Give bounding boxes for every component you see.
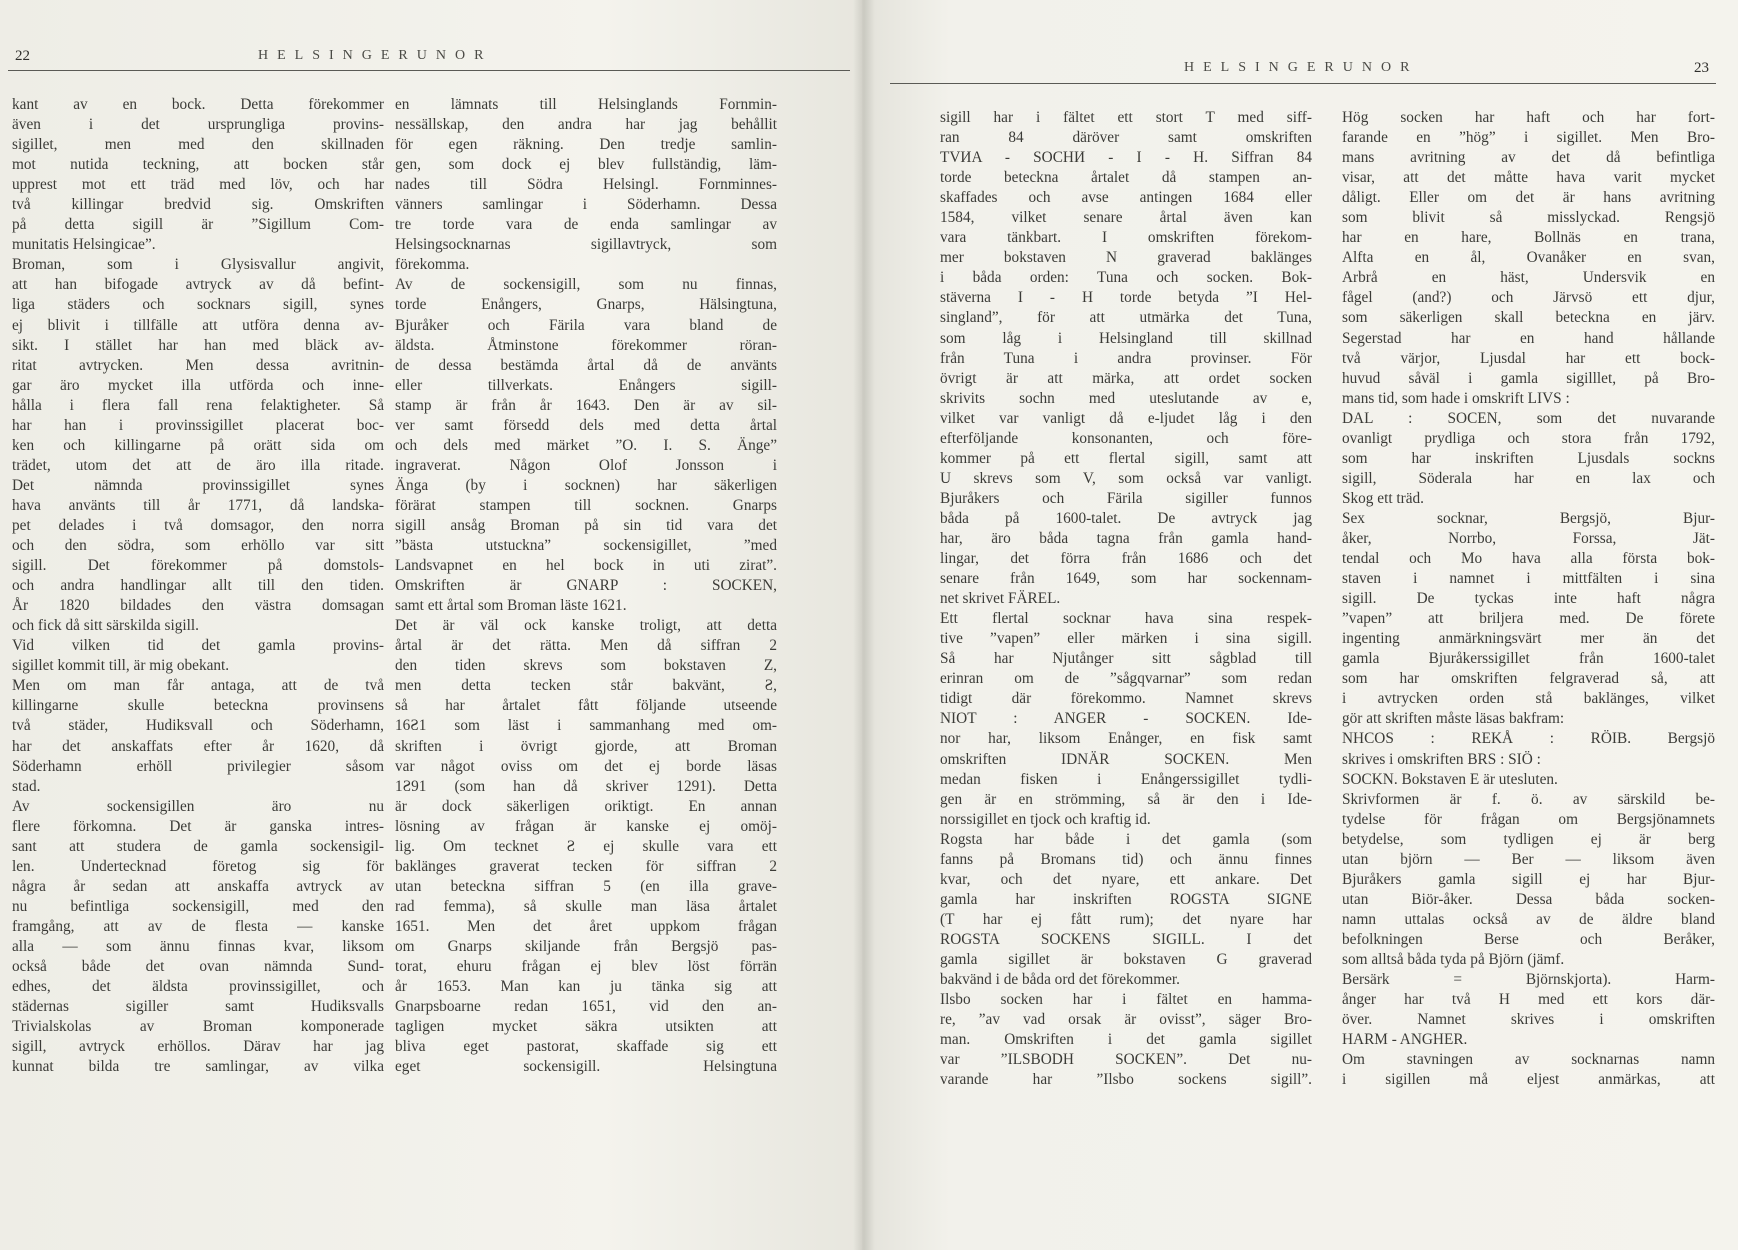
text-line: eller tillverkats. Enångers sigill- <box>395 376 777 394</box>
text-line: befolkningen Berse och Beråker, <box>1342 930 1715 948</box>
text-line: gamla har inskriften ROGSTA SIGNE <box>940 890 1312 908</box>
text-line: edhes, det äldsta provinssigillet, och <box>12 978 384 996</box>
text-line: ”vapen” att briljera med. De förete <box>1342 610 1715 628</box>
text-line: kunnat bilda tre samlingar, av vilka <box>12 1058 384 1076</box>
text-line: U skrevs som V, som också var vanligt. <box>940 469 1312 487</box>
text-line: erinran om de ”sågqvarnar” som redan <box>940 670 1312 688</box>
text-line: Skog ett träd. <box>1342 489 1424 507</box>
text-line: i avtrycken orden stå baklänges, vilket <box>1342 690 1715 708</box>
page-number: 23 <box>1694 60 1709 76</box>
text-line: sigill ansåg Broman på sin tid vara det <box>395 516 777 534</box>
text-line: i båda orden: Tuna och socken. Bok- <box>940 269 1312 287</box>
text-line: har han i provinssigillet placerat boc- <box>12 416 384 434</box>
text-line: utan beteckna siffran 5 (en illa grave- <box>395 877 777 895</box>
text-line: är dock säkerligen oriktigt. En annan <box>395 797 777 815</box>
text-line: omskriften IDNÄR SOCKEN. Men <box>940 750 1312 768</box>
text-line: sigill, avtryck erhöllos. Därav har jag <box>12 1038 384 1056</box>
text-line: Ett flertal socknar hava sina respek- <box>940 610 1312 628</box>
text-line: 1Ƨ91 (som han då skriver 1291). Detta <box>395 777 777 795</box>
text-line: 1651. Men det året uppkom frågan <box>395 917 777 935</box>
text-line: upprest mot ett träd med löv, och har <box>12 176 384 194</box>
text-line: Hög socken har haft och har fort- <box>1342 109 1715 126</box>
text-line: nu befintliga sockensigill, med den <box>12 897 384 915</box>
text-line: stäverna I - H torde betyda ”I Hel- <box>940 289 1312 307</box>
text-line: och andra handlingar allt till den tiden. <box>12 577 384 595</box>
text-line: stad. <box>12 777 41 795</box>
text-line: tive ”vapen” eller märken i sina sigill. <box>940 630 1312 648</box>
text-line: Segerstad har en hand hållande <box>1342 329 1715 347</box>
text-line: Bersärk = Björnskjorta). Harm- <box>1342 971 1715 989</box>
text-line: betydelse, som tydligen ej är berg <box>1342 830 1715 848</box>
text-line: sigill. Det förekommer på domstols- <box>12 557 384 575</box>
text-line: som blivit så misslyckad. Rengsjö <box>1342 209 1715 227</box>
text-line: torde beteckna årtalet då stampen an- <box>940 169 1312 187</box>
text-line: Bjuråkers och Färila sigiller funnos <box>940 489 1312 507</box>
text-line: utan björn — Ber — liksom även <box>1342 850 1715 868</box>
text-line: som har inskriften Ljusdals sockns <box>1342 449 1715 467</box>
text-line: att han bifogade avtryck av då befint- <box>12 276 384 294</box>
text-line: lingar, det förra från 1686 och det <box>940 550 1312 568</box>
left-page <box>0 0 862 1250</box>
text-line: och dels med märket ”O. I. S. Änge” <box>395 436 777 454</box>
text-line: trädet, utom det att de äro illa ritade. <box>12 456 384 474</box>
text-line: 16Ƨ1 som läst i sammanhang med om- <box>395 717 777 735</box>
text-line: huvud såväl i gamla sigilllet, på Bro- <box>1342 369 1715 387</box>
text-line: eget sockensigill. Helsingtuna <box>395 1058 777 1076</box>
text-line: ROGSTA SOCKENS SIGILL. I det <box>940 930 1312 948</box>
text-line: förärat stampen till socknen. Gnarps <box>395 496 777 514</box>
text-line: lösning av frågan är kanske ej omöj- <box>395 817 777 835</box>
text-line: som har omskriften felgraverad så, att <box>1342 670 1715 688</box>
text-line: hava använts till år 1771, då landska- <box>12 496 384 514</box>
text-line: stamp är från år 1643. Den är av sil- <box>395 396 777 414</box>
text-line: mot nutida teckning, att bocken står <box>12 156 384 174</box>
text-line: tendal och Mo hava alla första bok- <box>1342 550 1715 568</box>
text-line: ver samt försedd dels med detta årtal <box>395 416 777 434</box>
text-line: senare från 1649, som har sockennam- <box>940 570 1312 588</box>
text-line: hålla i flera fall rena felaktigheter. Så <box>12 396 384 414</box>
text-line: 1584, vilket senare årtal även kan <box>940 209 1312 227</box>
text-line: Bjuråkers gamla sigill ej har Bjur- <box>1342 870 1715 888</box>
text-line: torde Enångers, Gnarps, Hälsingtuna, <box>395 296 777 314</box>
text-line: farande en ”hög” i sigillet. Men Bro- <box>1342 129 1715 147</box>
text-line: förekomma. <box>395 256 470 274</box>
text-line: DAL : SOCEN, som det nuvarande <box>1342 409 1715 427</box>
text-line: gamla Bjuråkerssigillet från 1600-talet <box>1342 650 1715 668</box>
text-line: från Tuna i andra provinser. För <box>940 349 1312 367</box>
text-column-left <box>12 95 384 1077</box>
text-line: TVИA - SOCHИ - I - H. Siffran 84 <box>940 149 1312 167</box>
text-line: Men om man får antaga, att de två <box>12 677 384 695</box>
text-line: Av sockensigillen äro nu <box>12 797 384 815</box>
text-line: HARM - ANGHER. <box>1342 1031 1468 1049</box>
text-line: Ilsbo socken har i fältet en hamma- <box>940 991 1312 1009</box>
text-line: Gnarpsboarne redan 1651, vid den an- <box>395 998 777 1016</box>
text-line: Sex socknar, Bergsjö, Bjur- <box>1342 509 1715 527</box>
text-line: Söderhamn erhöll privilegier såsom <box>12 757 384 775</box>
text-line: Det nämnda provinssigillet synes <box>12 476 384 494</box>
text-line: staven i namnet i mittfälten i sina <box>1342 570 1715 588</box>
text-line: medan fisken i Enångerssigillet tydli- <box>940 770 1312 788</box>
text-line: NIOT : ANGER - SOCKEN. Ide- <box>940 710 1312 728</box>
text-line: gör att skriften måste läsas bakfram: <box>1342 710 1565 728</box>
text-line: också både det ovan nämnda Sund- <box>12 958 384 976</box>
text-line: som alltså båda tyda på Björn (jämf. <box>1342 950 1565 968</box>
text-line: killingarne skulle beteckna provinsens <box>12 697 384 715</box>
text-line: Trivialskolas av Broman komponerade <box>12 1018 384 1036</box>
text-line: kant av en bock. Detta förekommer <box>12 96 384 113</box>
running-head: HELSINGERUNOR <box>1184 60 1419 75</box>
text-line: årtal är det rätta. Men då siffran 2 <box>395 637 777 655</box>
text-line: men detta tecken står bakvänt, Ƨ, <box>395 677 777 695</box>
text-line: var något oviss om det ej borde läsas <box>395 757 777 775</box>
text-line: år 1653. Man kan ju tänka sig att <box>395 978 777 996</box>
text-line: mans avritning av det då befintliga <box>1342 149 1715 167</box>
text-line: skrivits sochn med uteslutande av e, <box>940 389 1312 407</box>
text-line: varande har ”Ilsbo sockens sigill”. <box>940 1071 1312 1089</box>
text-line: vilket var vanligt då e-ljudet låg i den <box>940 409 1312 427</box>
text-line: vänners samlingar i Söderhamn. Dessa <box>395 196 777 214</box>
text-column-right <box>1342 108 1715 1090</box>
text-line: net skrivet FÄREL. <box>940 590 1061 608</box>
text-line: sigillet, men med den skillnaden <box>12 136 384 154</box>
text-line: namn uttalas också av de äldre bland <box>1342 910 1715 928</box>
text-line: städernas sigiller samt Hudiksvalls <box>12 998 384 1016</box>
text-line: fågel (and?) och Järvsö ett djur, <box>1342 289 1715 307</box>
text-line: re, ”av vad orsak är ovisst”, säger Bro- <box>940 1011 1312 1029</box>
text-line: båda på 1600-talet. De avtryck jag <box>940 509 1312 527</box>
text-line: Skrivformen är f. ö. av särskild be- <box>1342 790 1715 808</box>
text-line: alla — som ännu finnas kvar, liksom <box>12 937 384 955</box>
text-line: tagligen mycket säkra utsikten att <box>395 1018 777 1036</box>
text-line: Så har Njutånger sitt sågblad till <box>940 650 1312 668</box>
text-line: om Gnarps skiljande från Bergsjö pas- <box>395 937 777 955</box>
text-line: som säkerligen skall beteckna en järv. <box>1342 309 1715 327</box>
text-line: nessällskap, den andra har jag behållit <box>395 116 777 134</box>
text-line: ej blivit i tillfälle att utföra denna av- <box>12 316 384 334</box>
text-line: och fick då sitt särskilda sigill. <box>12 617 199 635</box>
text-line: två städer, Hudiksvall och Söderhamn, <box>12 717 384 735</box>
text-line: SOCKN. Bokstaven E är utesluten. <box>1342 770 1558 788</box>
text-line: för egen räkning. Den tredje samlin- <box>395 136 777 154</box>
text-line: sigill har i fältet ett stort T med siff- <box>940 109 1312 126</box>
text-line: skriften i övrigt gjorde, att Broman <box>395 737 777 755</box>
text-line: Änga (by i socknen) har säkerligen <box>395 476 777 494</box>
text-line: Vid vilken tid det gamla provins- <box>12 637 384 655</box>
text-line: har, äro båda tagna från gamla hand- <box>940 529 1312 547</box>
text-line: ken och killingarne på orätt sida om <box>12 436 384 454</box>
text-line: Helsingsocknarnas sigillavtryck, som <box>395 236 777 254</box>
text-line: och den södra, som erhöllo var sitt <box>12 537 384 555</box>
text-line: har en hare, Bollnäs en trana, <box>1342 229 1715 247</box>
text-line: ran 84 däröver samt omskriften <box>940 129 1312 147</box>
text-line: singland”, för att utmärka det Tuna, <box>940 309 1312 327</box>
text-line: efterföljande konsonanten, och före- <box>940 429 1312 447</box>
text-column-left <box>940 108 1312 1090</box>
text-line: en lämnats till Helsinglands Fornmin- <box>395 96 777 113</box>
text-line: gamla sigillet är bokstaven G graverad <box>940 950 1312 968</box>
text-line: på detta sigill är ”Sigillum Com- <box>12 216 384 234</box>
text-line: två killingar bredvid sig. Omskriften <box>12 196 384 214</box>
text-line: sigill. De tyckas inte haft några <box>1342 590 1715 608</box>
text-line: tre torde vara de enda samlingar av <box>395 216 777 234</box>
text-line: gar äro mycket illa utförda och inne- <box>12 376 384 394</box>
text-line: Omskriften är GNARP : SOCKEN, <box>395 577 777 595</box>
text-line: sikt. I stället har han med bläck av- <box>12 336 384 354</box>
text-line: pet delades i två domsagor, den norra <box>12 516 384 534</box>
text-line: munitatis Helsingicae”. <box>12 236 156 254</box>
text-line: Alfta en ål, Ovanåker en svan, <box>1342 249 1715 267</box>
text-line: Om stavningen av socknarnas namn <box>1342 1051 1715 1069</box>
text-line: lig. Om tecknet Ƨ ej skulle vara ett <box>395 837 777 855</box>
text-line: torat, ehuru frågan ej blev löst förrän <box>395 958 777 976</box>
text-line: bliva eget pastorat, skaffade sig ett <box>395 1038 777 1056</box>
text-line: gen är en strömming, så är den i Ide- <box>940 790 1312 808</box>
text-line: åker, Norrbo, Forssa, Jät- <box>1342 529 1715 547</box>
text-line: utan Biör-åker. Dessa båda socken- <box>1342 890 1715 908</box>
text-line: mer bokstaven N graverad baklänges <box>940 249 1312 267</box>
text-line: äldsta. Åtminstone förekommer röran- <box>395 336 777 354</box>
text-line: den tiden skrevs som bokstaven Z, <box>395 657 777 675</box>
text-line: norssigillet en tjock och kraftig id. <box>940 810 1151 828</box>
text-line: sant att studera de gamla sockensigil- <box>12 837 384 855</box>
text-line: liga städers och socknars sigill, synes <box>12 296 384 314</box>
text-line: framgång, att av de flesta — kanske <box>12 917 384 935</box>
text-line: Rogsta har både i det gamla (som <box>940 830 1312 848</box>
text-line: vara tänkbart. I omskriften förekom- <box>940 229 1312 247</box>
text-line: ovanligt prydliga och stora från 1792, <box>1342 429 1715 447</box>
right-page <box>862 0 1738 1250</box>
text-line: tydelse för frågan om Bergsjönamnets <box>1342 810 1715 828</box>
text-line: mans tid, som hade i omskrift LIVS : <box>1342 389 1570 407</box>
text-line: visar, att det måtte hava varit mycket <box>1342 169 1715 187</box>
text-line: några år sedan att anskaffa avtryck av <box>12 877 384 895</box>
text-line: man. Omskriften i det gamla sigillet <box>940 1031 1312 1049</box>
text-line: som låg i Helsingland till skillnad <box>940 329 1312 347</box>
text-line: skrives i omskriften BRS : SIÖ : <box>1342 750 1541 768</box>
text-line: rad femma), så skulle man läsa årtalet <box>395 897 777 915</box>
text-line: två värjor, Ljusdal har ett bock- <box>1342 349 1715 367</box>
text-line: Bjuråker och Färila vara bland de <box>395 316 777 334</box>
text-line: NHCOS : REKÅ : RÖIB. Bergsjö <box>1342 730 1715 748</box>
text-line: tidigt där förekommo. Namnet skrevs <box>940 690 1312 708</box>
text-line: ”bästa utstuckna” sockensigillet, ”med <box>395 537 777 555</box>
text-line: ingenting anmärkningsvärt mer än det <box>1342 630 1715 648</box>
text-line: kommer på ett flertal sigill, samt att <box>940 449 1312 467</box>
book-gutter <box>853 0 875 1250</box>
text-line: nor har, liksom Enånger, en fisk samt <box>940 730 1312 748</box>
header-rule <box>8 70 850 71</box>
text-line: även i det ursprungliga provins- <box>12 116 384 134</box>
text-line: ritat avtrycken. Men dessa avritnin- <box>12 356 384 374</box>
text-line: i sigillen må eljest anmärkas, att <box>1342 1071 1715 1089</box>
text-line: len. Undertecknad företog sig för <box>12 857 384 875</box>
text-line: Av de sockensigill, som nu finnas, <box>395 276 777 294</box>
text-line: de dessa bestämda årtal då de använts <box>395 356 777 374</box>
text-line: över. Namnet skrives i omskriften <box>1342 1011 1715 1029</box>
text-line: Det är väl ock kanske troligt, att detta <box>395 617 777 635</box>
running-head: HELSINGERUNOR <box>258 48 493 63</box>
header-rule <box>890 83 1716 84</box>
text-line: Broman, som i Glysisvallur angivit, <box>12 256 384 274</box>
text-line: nades till Södra Helsingl. Fornminnes- <box>395 176 777 194</box>
text-line: Arbrå en häst, Undersvik en <box>1342 269 1715 287</box>
text-line: ingraverat. Någon Olof Jonsson i <box>395 456 777 474</box>
text-line: har det anskaffats efter år 1620, då <box>12 737 384 755</box>
text-line: fanns på Bromans tid) och ännu finnes <box>940 850 1312 868</box>
text-line: (T har ej fått rum); det nyare har <box>940 910 1312 928</box>
text-line: kvar, och det nyare, ett ankare. Det <box>940 870 1312 888</box>
text-line: År 1820 bildades den västra domsagan <box>12 597 384 615</box>
text-line: ånger har två H med ett kors där- <box>1342 991 1715 1009</box>
text-line: Landsvapnet en hel bock in uti zirat”. <box>395 557 777 575</box>
text-line: så har årtalet fått följande utseende <box>395 697 777 715</box>
text-line: sigill, Söderala har en lax och <box>1342 469 1715 487</box>
text-line: övrigt är att märka, att ordet socken <box>940 369 1312 387</box>
text-line: sigillet kommit till, är mig obekant. <box>12 657 230 675</box>
text-line: baklänges graverat tecken för siffran 2 <box>395 857 777 875</box>
text-line: samt ett årtal som Broman läste 1621. <box>395 597 627 615</box>
text-line: flere förkomna. Det är ganska intres- <box>12 817 384 835</box>
text-line: dåligt. Eller om det är hans avritning <box>1342 189 1715 207</box>
text-line: bakvänd i de båda ord det förekommer. <box>940 971 1180 989</box>
text-line: skaffades och avse antingen 1684 eller <box>940 189 1312 207</box>
text-line: var ”ILSBODH SOCKEN”. Det nu- <box>940 1051 1312 1069</box>
text-column-right <box>395 95 777 1077</box>
page-number: 22 <box>15 48 30 64</box>
text-line: gen, som dock ej blev fullständig, läm- <box>395 156 777 174</box>
